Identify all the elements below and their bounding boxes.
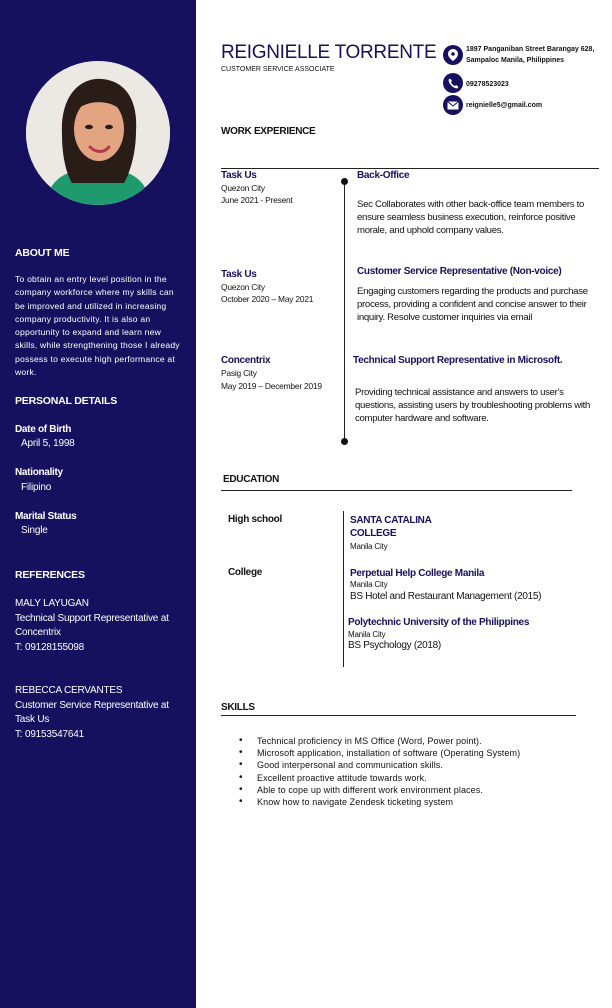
school-name: Polytechnic University of the Philippines	[348, 617, 530, 628]
school-name-line: COLLEGE	[350, 528, 397, 539]
about-text: To obtain an entry level position in the company workforce where my skills can be improved and utilized in increasing company productivity. It is also an opportunity to expand and learn new skills, while strengthening those I already possess to execute high performance at work.	[15, 274, 180, 378]
marital-status-label: Marital Status	[15, 511, 77, 522]
nationality-label: Nationality	[15, 467, 63, 478]
work-role: Technical Support Representative in Microsoft.	[353, 355, 563, 366]
contact-phone: 09278523023	[466, 81, 509, 88]
email-icon	[443, 95, 463, 115]
reference-entry	[15, 684, 190, 742]
dob-label: Date of Birth	[15, 424, 72, 435]
timeline-dot	[341, 178, 348, 185]
school-city: Manila City	[350, 542, 388, 551]
school-name-line: SANTA CATALINA	[350, 515, 432, 526]
work-city: Pasig City	[221, 368, 257, 378]
skills-list	[239, 735, 520, 808]
about-heading: ABOUT ME	[15, 247, 70, 259]
skill-item: • Good interpersonal and communication skills.	[239, 759, 520, 771]
skills-heading: SKILLS	[221, 702, 255, 713]
high-school-label: High school	[228, 514, 282, 525]
contact-email: reignielle5@gmail.com	[466, 102, 543, 109]
work-company: Task Us	[221, 269, 257, 280]
work-company: Concentrix	[221, 355, 271, 366]
college-label: College	[228, 567, 263, 578]
work-dates: June 2021 - Present	[221, 195, 293, 205]
work-role: Back-Office	[357, 170, 410, 181]
profile-photo	[26, 61, 170, 205]
reference-phone: T: 09128155098	[15, 641, 84, 653]
school-name	[350, 514, 432, 540]
skill-item: • Able to cope up with different work environment places.	[239, 784, 520, 796]
timeline-dot	[341, 438, 348, 445]
marital-status-value: Single	[21, 525, 48, 536]
work-description: Engaging customers regarding the products and purchase process, providing a confident and concise answer to their inquiry. Resolve customer inquiries via email	[357, 286, 588, 323]
education-line	[343, 511, 344, 667]
education-heading: EDUCATION	[223, 474, 280, 485]
work-divider	[221, 168, 599, 169]
job-title: CUSTOMER SERVICE ASSOCIATE	[221, 66, 335, 73]
school-city: Manila City	[348, 630, 386, 639]
location-pin-icon	[443, 45, 463, 65]
school-name: Perpetual Help College Manila	[350, 568, 485, 579]
reference-phone: T: 09153547641	[15, 728, 84, 740]
school-course: BS Psychology (2018)	[348, 640, 441, 651]
profile-photo-image	[26, 61, 170, 205]
work-description: Sec Collaborates with other back-office team members to ensure seamless business execution, reinforce positive morale, and uphold company values.	[357, 199, 585, 236]
school-city: Manila City	[350, 580, 388, 589]
school-course: BS Hotel and Restaurant Management (2015)	[350, 591, 542, 602]
work-experience-heading: WORK EXPERIENCE	[221, 126, 316, 137]
skill-item: • Technical proficiency in MS Office (Word, Power point).	[239, 735, 520, 747]
work-company: Task Us	[221, 170, 257, 181]
work-city: Quezon City	[221, 183, 265, 193]
contact-address: 1897 Panganiban Street Barangay 628, Sampaloc Manila, Philippines	[466, 46, 595, 64]
candidate-name: REIGNIELLE TORRENTE	[221, 42, 437, 63]
phone-icon	[443, 73, 463, 93]
nationality-value: Filipino	[21, 482, 52, 493]
work-dates: October 2020 – May 2021	[221, 294, 314, 304]
reference-name: MALY LAYUGAN	[15, 598, 89, 609]
work-description: Providing technical assistance and answers to user's questions, assisting users by troubleshooting problems with computer hardware and software.	[355, 387, 591, 424]
skill-item: • Excellent proactive attitude towards work.	[239, 772, 520, 784]
timeline-line	[344, 180, 345, 442]
dob-value: April 5, 1998	[21, 438, 75, 449]
reference-entry	[15, 597, 190, 655]
skill-item: • Know how to navigate Zendesk ticketing system	[239, 796, 520, 808]
reference-role: Customer Service Representative at Task Us	[15, 699, 169, 726]
reference-name: REBECCA CERVANTES	[15, 685, 123, 696]
skill-item: • Microsoft application, installation of software (Operating System)	[239, 747, 520, 759]
work-dates: May 2019 – December 2019	[221, 381, 322, 391]
education-divider	[221, 490, 572, 491]
sidebar	[0, 0, 196, 1008]
work-city: Quezon City	[221, 282, 265, 292]
references-heading: REFERENCES	[15, 569, 85, 581]
skills-divider	[221, 715, 576, 716]
work-role: Customer Service Representative (Non-voice)	[357, 266, 562, 277]
reference-role: Technical Support Representative at Concentrix	[15, 612, 169, 639]
personal-details-heading: PERSONAL DETAILS	[15, 395, 118, 407]
